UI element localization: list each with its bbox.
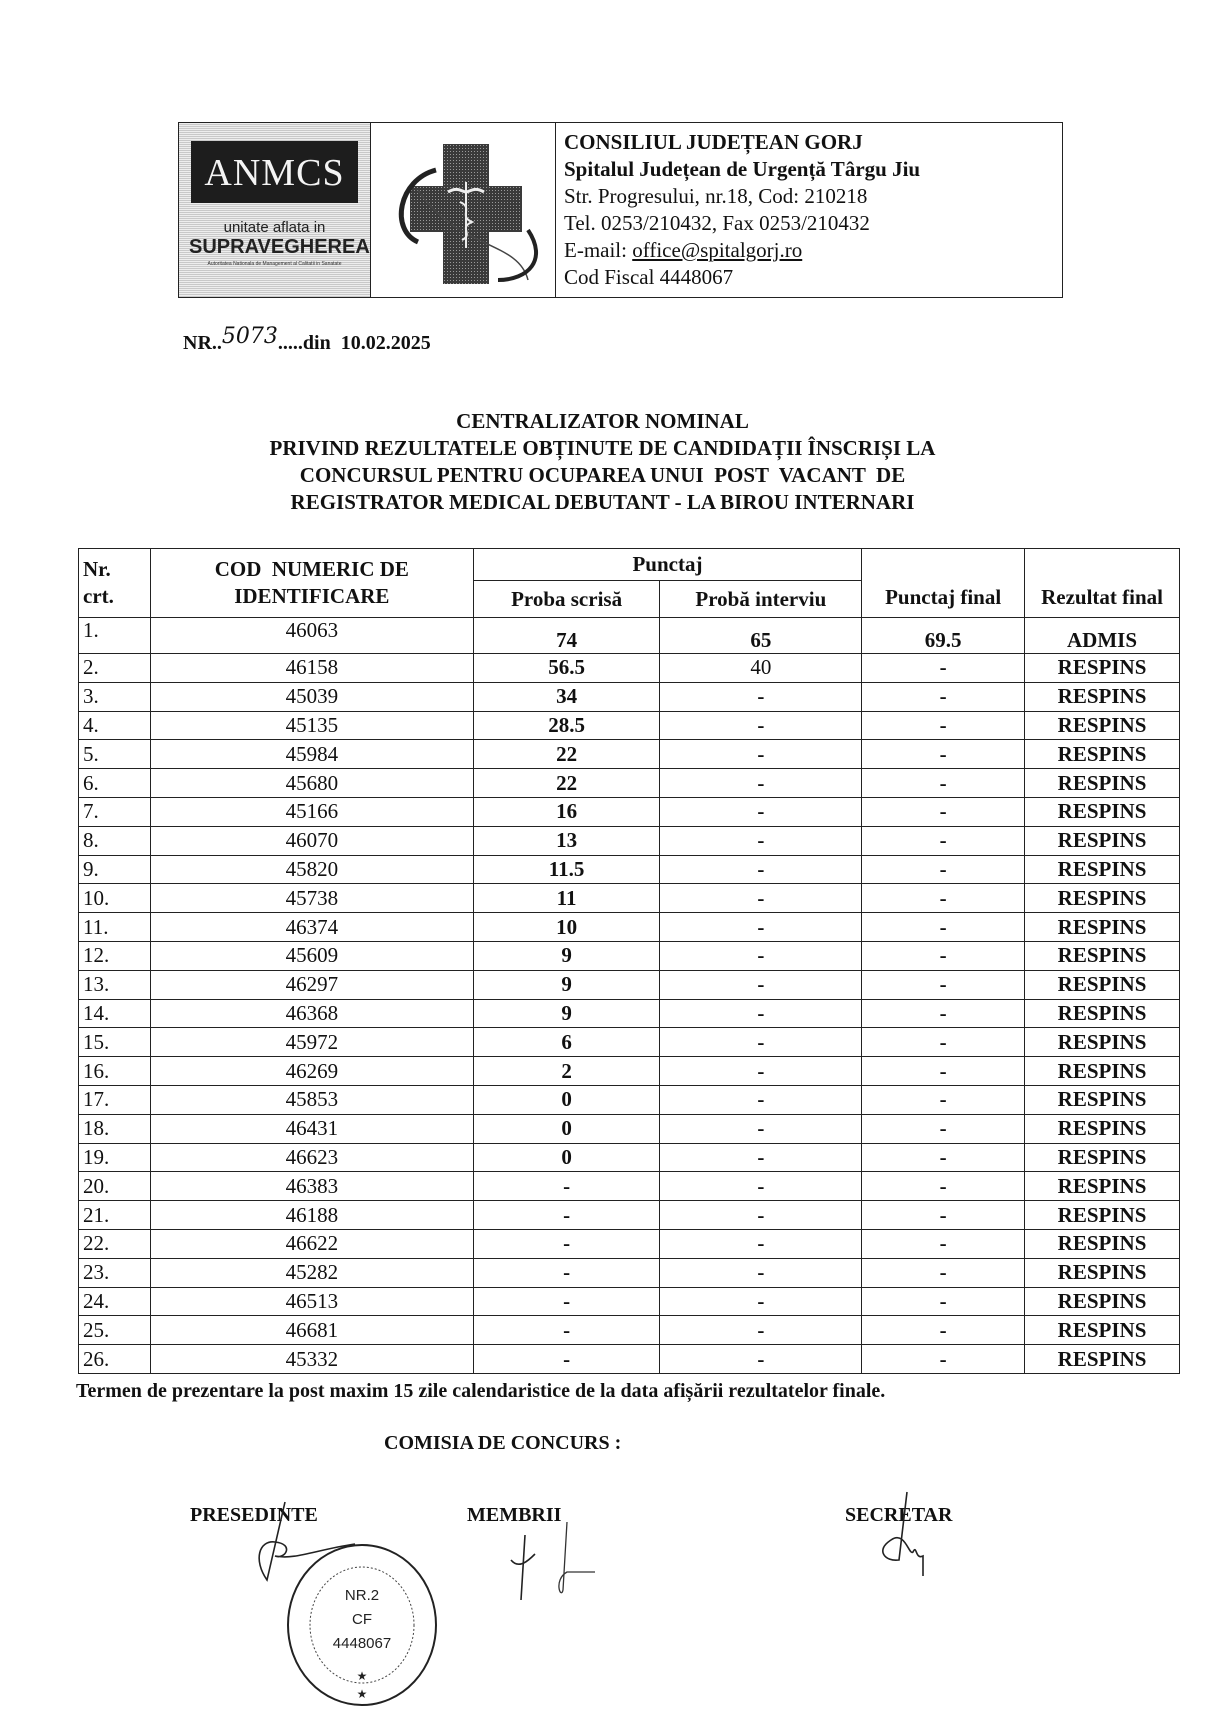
cell-final-score: - — [862, 682, 1025, 711]
cell-nr: 8. — [79, 826, 151, 855]
cell-interview-score: - — [660, 941, 862, 970]
cell-interview-score: - — [660, 826, 862, 855]
cell-written-score: 16 — [473, 797, 660, 826]
table-row — [79, 654, 1180, 683]
cell-final-score: - — [862, 1287, 1025, 1316]
cell-nr: 13. — [79, 970, 151, 999]
cell-code: 45680 — [150, 769, 473, 798]
cell-written-score: 9 — [473, 970, 660, 999]
cell-final-score: - — [862, 1057, 1025, 1086]
cell-result: RESPINS — [1025, 999, 1180, 1028]
cell-code: 46623 — [150, 1143, 473, 1172]
cell-code: 46297 — [150, 970, 473, 999]
header-interview: Probă interviu — [660, 581, 862, 618]
org-name: CONSILIUL JUDEȚEAN GORJ — [564, 130, 863, 154]
cell-written-score: 28.5 — [473, 711, 660, 740]
cell-final-score: - — [862, 999, 1025, 1028]
cell-result: RESPINS — [1025, 654, 1180, 683]
table-row — [79, 769, 1180, 798]
cell-written-score: - — [473, 1172, 660, 1201]
cell-result: RESPINS — [1025, 797, 1180, 826]
results-rows — [79, 618, 1180, 1374]
cell-result: RESPINS — [1025, 740, 1180, 769]
cell-final-score: - — [862, 1143, 1025, 1172]
cell-written-score: 10 — [473, 913, 660, 942]
cell-written-score: 0 — [473, 1114, 660, 1143]
cell-written-score: 11.5 — [473, 855, 660, 884]
cell-nr: 3. — [79, 682, 151, 711]
cell-nr: 5. — [79, 740, 151, 769]
header-result: Rezultat final — [1025, 549, 1180, 618]
cell-code: 45738 — [150, 884, 473, 913]
cell-result: ADMIS — [1025, 618, 1180, 654]
cell-written-score: - — [473, 1258, 660, 1287]
cell-result: RESPINS — [1025, 970, 1180, 999]
cell-nr: 24. — [79, 1287, 151, 1316]
hospital-phone: Tel. 0253/210432, Fax 0253/210432 — [564, 211, 870, 235]
table-row — [79, 1057, 1180, 1086]
cell-final-score: - — [862, 797, 1025, 826]
cell-final-score: - — [862, 1316, 1025, 1345]
cell-result: RESPINS — [1025, 913, 1180, 942]
cell-interview-score: - — [660, 970, 862, 999]
cell-interview-score: 65 — [660, 618, 862, 654]
cell-result: RESPINS — [1025, 1114, 1180, 1143]
president-label: PRESEDINTE — [190, 1504, 318, 1526]
cell-final-score: - — [862, 884, 1025, 913]
cell-interview-score: - — [660, 1172, 862, 1201]
cell-final-score: - — [862, 654, 1025, 683]
cell-written-score: 34 — [473, 682, 660, 711]
cell-interview-score: - — [660, 740, 862, 769]
header-code — [150, 549, 473, 618]
table-row — [79, 1143, 1180, 1172]
anmcs-logo-title: ANMCS — [191, 141, 358, 203]
cell-written-score: 6 — [473, 1028, 660, 1057]
cell-code: 46063 — [150, 618, 473, 654]
cell-result: RESPINS — [1025, 826, 1180, 855]
table-row — [79, 941, 1180, 970]
cell-interview-score: - — [660, 1114, 862, 1143]
results-table — [78, 548, 1180, 1374]
cell-code: 46374 — [150, 913, 473, 942]
title-line-3: CONCURSUL PENTRU OCUPAREA UNUI POST VACANT DE — [299, 463, 906, 487]
table-row — [79, 970, 1180, 999]
cell-final-score: 69.5 — [862, 618, 1025, 654]
email-label: E-mail: — [564, 238, 633, 262]
cell-code: 46513 — [150, 1287, 473, 1316]
svg-text:★: ★ — [356, 1669, 368, 1683]
registration-handwritten-number: 5073 — [221, 324, 278, 349]
table-row — [79, 913, 1180, 942]
table-row — [79, 740, 1180, 769]
cell-interview-score: - — [660, 1287, 862, 1316]
table-row — [79, 797, 1180, 826]
hospital-name: Spitalul Județean de Urgență Târgu Jiu — [564, 157, 921, 181]
cell-code: 45166 — [150, 797, 473, 826]
cell-code: 45039 — [150, 682, 473, 711]
hospital-email-row — [564, 237, 1062, 264]
cell-result: RESPINS — [1025, 711, 1180, 740]
cell-nr: 14. — [79, 999, 151, 1028]
registration-date: 10.02.2025 — [340, 332, 431, 354]
cell-final-score: - — [862, 1085, 1025, 1114]
cell-result: RESPINS — [1025, 769, 1180, 798]
cell-final-score: - — [862, 1172, 1025, 1201]
table-row — [79, 711, 1180, 740]
cell-interview-score: - — [660, 1057, 862, 1086]
cell-nr: 18. — [79, 1114, 151, 1143]
cell-interview-score: - — [660, 1028, 862, 1057]
fiscal-code: Cod Fiscal 4448067 — [564, 265, 734, 289]
cell-nr: 9. — [79, 855, 151, 884]
cell-code: 46431 — [150, 1114, 473, 1143]
cell-interview-score: - — [660, 913, 862, 942]
cell-nr: 23. — [79, 1258, 151, 1287]
stamp-line3: 4448067 — [332, 1635, 392, 1652]
cell-final-score: - — [862, 1028, 1025, 1057]
cell-nr: 4. — [79, 711, 151, 740]
title-line-4: REGISTRATOR MEDICAL DEBUTANT - LA BIROU INTERNARI — [290, 490, 915, 514]
cell-written-score: 0 — [473, 1085, 660, 1114]
cell-result: RESPINS — [1025, 1057, 1180, 1086]
cell-nr: 21. — [79, 1201, 151, 1230]
header-nr-line1: Nr. — [83, 557, 111, 581]
cell-result: RESPINS — [1025, 1028, 1180, 1057]
members-label: MEMBRII — [467, 1504, 562, 1526]
cell-final-score: - — [862, 913, 1025, 942]
cell-written-score: 22 — [473, 769, 660, 798]
table-row — [79, 1201, 1180, 1230]
cell-result: RESPINS — [1025, 884, 1180, 913]
cell-written-score: - — [473, 1316, 660, 1345]
cell-nr: 12. — [79, 941, 151, 970]
cell-written-score: 74 — [473, 618, 660, 654]
cell-result: RESPINS — [1025, 1172, 1180, 1201]
cell-code: 46269 — [150, 1057, 473, 1086]
cell-nr: 26. — [79, 1345, 151, 1374]
official-stamp-icon — [282, 1540, 442, 1710]
cell-interview-score: - — [660, 1229, 862, 1258]
table-row — [79, 1085, 1180, 1114]
table-row — [79, 1316, 1180, 1345]
cell-interview-score: - — [660, 884, 862, 913]
cell-result: RESPINS — [1025, 1345, 1180, 1374]
cell-result: RESPINS — [1025, 1229, 1180, 1258]
cell-final-score: - — [862, 1345, 1025, 1374]
member-signatures-icon — [505, 1520, 625, 1610]
table-row — [79, 1172, 1180, 1201]
table-row — [79, 999, 1180, 1028]
header-nr — [79, 549, 151, 618]
cell-result: RESPINS — [1025, 941, 1180, 970]
cell-final-score: - — [862, 855, 1025, 884]
cell-interview-score: - — [660, 1085, 862, 1114]
stamp-line2: CF — [352, 1611, 372, 1628]
cell-code: 46368 — [150, 999, 473, 1028]
cell-code: 46681 — [150, 1316, 473, 1345]
cell-final-score: - — [862, 1229, 1025, 1258]
cell-written-score: 2 — [473, 1057, 660, 1086]
cell-written-score: - — [473, 1229, 660, 1258]
cell-written-score: 56.5 — [473, 654, 660, 683]
table-row — [79, 1258, 1180, 1287]
cell-result: RESPINS — [1025, 682, 1180, 711]
table-row — [79, 618, 1180, 654]
cell-nr: 6. — [79, 769, 151, 798]
cell-code: 45853 — [150, 1085, 473, 1114]
cell-final-score: - — [862, 970, 1025, 999]
cell-nr: 17. — [79, 1085, 151, 1114]
table-row — [79, 682, 1180, 711]
header-code-line2: IDENTIFICARE — [234, 584, 390, 608]
table-row — [79, 826, 1180, 855]
cell-code: 46188 — [150, 1201, 473, 1230]
anmcs-logo-line2: SUPRAVEGHEREA — [189, 236, 370, 258]
cell-result: RESPINS — [1025, 1258, 1180, 1287]
cell-final-score: - — [862, 1258, 1025, 1287]
cell-code: 46070 — [150, 826, 473, 855]
header-final-score: Punctaj final — [862, 549, 1025, 618]
title-line-1: CENTRALIZATOR NOMINAL — [456, 409, 749, 433]
table-row — [79, 884, 1180, 913]
cell-written-score: - — [473, 1345, 660, 1374]
registration-date-label: din — [302, 332, 331, 354]
anmcs-logo-line3: Autoritatea Nationala de Management al Calitatii in Sanatate — [207, 261, 342, 267]
cell-code: 45820 — [150, 855, 473, 884]
table-row — [79, 1028, 1180, 1057]
cell-interview-score: - — [660, 1345, 862, 1374]
anmcs-logo — [179, 123, 371, 297]
cell-nr: 22. — [79, 1229, 151, 1258]
cell-final-score: - — [862, 1201, 1025, 1230]
cell-written-score: - — [473, 1287, 660, 1316]
cell-code: 46158 — [150, 654, 473, 683]
cell-written-score: 11 — [473, 884, 660, 913]
cell-final-score: - — [862, 711, 1025, 740]
medical-cross-caduceus-icon — [378, 130, 548, 290]
header-code-line1: COD NUMERIC DE — [214, 557, 409, 581]
header-punctaj: Punctaj — [473, 549, 862, 581]
hospital-contact — [556, 123, 1062, 297]
cell-written-score: 0 — [473, 1143, 660, 1172]
stamp-line1: NR.2 — [344, 1587, 380, 1604]
cell-interview-score: - — [660, 999, 862, 1028]
cell-code: 45135 — [150, 711, 473, 740]
email-link[interactable]: office@spitalgorj.ro — [632, 238, 803, 262]
anmcs-logo-line1: unitate aflata in — [223, 219, 326, 236]
table-row — [79, 1229, 1180, 1258]
cell-interview-score: - — [660, 769, 862, 798]
secretary-label: SECRETAR — [845, 1504, 953, 1526]
cell-code: 45332 — [150, 1345, 473, 1374]
cell-result: RESPINS — [1025, 1201, 1180, 1230]
cell-nr: 7. — [79, 797, 151, 826]
cell-written-score: 9 — [473, 999, 660, 1028]
cell-nr: 1. — [79, 618, 151, 654]
cell-final-score: - — [862, 1114, 1025, 1143]
hospital-address: Str. Progresului, nr.18, Cod: 210218 — [564, 184, 868, 208]
cell-result: RESPINS — [1025, 1287, 1180, 1316]
cell-written-score: 22 — [473, 740, 660, 769]
cell-code: 46383 — [150, 1172, 473, 1201]
cell-interview-score: - — [660, 1316, 862, 1345]
cell-code: 46622 — [150, 1229, 473, 1258]
letterhead — [178, 122, 1063, 298]
cell-nr: 19. — [79, 1143, 151, 1172]
cell-result: RESPINS — [1025, 855, 1180, 884]
cell-final-score: - — [862, 826, 1025, 855]
table-row — [79, 855, 1180, 884]
cell-code: 45609 — [150, 941, 473, 970]
table-row — [79, 1287, 1180, 1316]
cell-interview-score: - — [660, 1201, 862, 1230]
cell-nr: 20. — [79, 1172, 151, 1201]
cell-code: 45972 — [150, 1028, 473, 1057]
svg-text:★: ★ — [356, 1687, 368, 1701]
cell-nr: 25. — [79, 1316, 151, 1345]
cell-interview-score: - — [660, 797, 862, 826]
cell-interview-score: 40 — [660, 654, 862, 683]
table-row — [79, 1114, 1180, 1143]
registration-number — [183, 324, 431, 355]
registration-dots: ..... — [277, 332, 303, 354]
cell-interview-score: - — [660, 1258, 862, 1287]
commission-heading: COMISIA DE CONCURS : — [384, 1432, 622, 1454]
cell-nr: 16. — [79, 1057, 151, 1086]
document-title — [0, 408, 1205, 516]
cell-interview-score: - — [660, 855, 862, 884]
cell-nr: 15. — [79, 1028, 151, 1057]
cell-code: 45984 — [150, 740, 473, 769]
cell-nr: 2. — [79, 654, 151, 683]
cell-final-score: - — [862, 740, 1025, 769]
table-row — [79, 1345, 1180, 1374]
cell-nr: 10. — [79, 884, 151, 913]
cell-final-score: - — [862, 941, 1025, 970]
header-nr-line2: crt. — [83, 584, 114, 608]
presentation-deadline-note: Termen de prezentare la post maxim 15 zile calendaristice de la data afișării rezultatelor finale. — [76, 1380, 886, 1402]
cell-interview-score: - — [660, 682, 862, 711]
title-line-2: PRIVIND REZULTATELE OBȚINUTE DE CANDIDAȚII ÎNSCRIȘI LA — [269, 436, 936, 460]
registration-prefix: NR.. — [183, 332, 222, 354]
cell-result: RESPINS — [1025, 1143, 1180, 1172]
cell-interview-score: - — [660, 1143, 862, 1172]
secretary-signature-icon — [865, 1490, 955, 1580]
cell-written-score: 13 — [473, 826, 660, 855]
hospital-logo — [371, 123, 556, 297]
cell-written-score: - — [473, 1201, 660, 1230]
cell-final-score: - — [862, 769, 1025, 798]
cell-interview-score: - — [660, 711, 862, 740]
cell-result: RESPINS — [1025, 1085, 1180, 1114]
cell-code: 45282 — [150, 1258, 473, 1287]
cell-written-score: 9 — [473, 941, 660, 970]
cell-nr: 11. — [79, 913, 151, 942]
header-written: Proba scrisă — [473, 581, 660, 618]
cell-result: RESPINS — [1025, 1316, 1180, 1345]
